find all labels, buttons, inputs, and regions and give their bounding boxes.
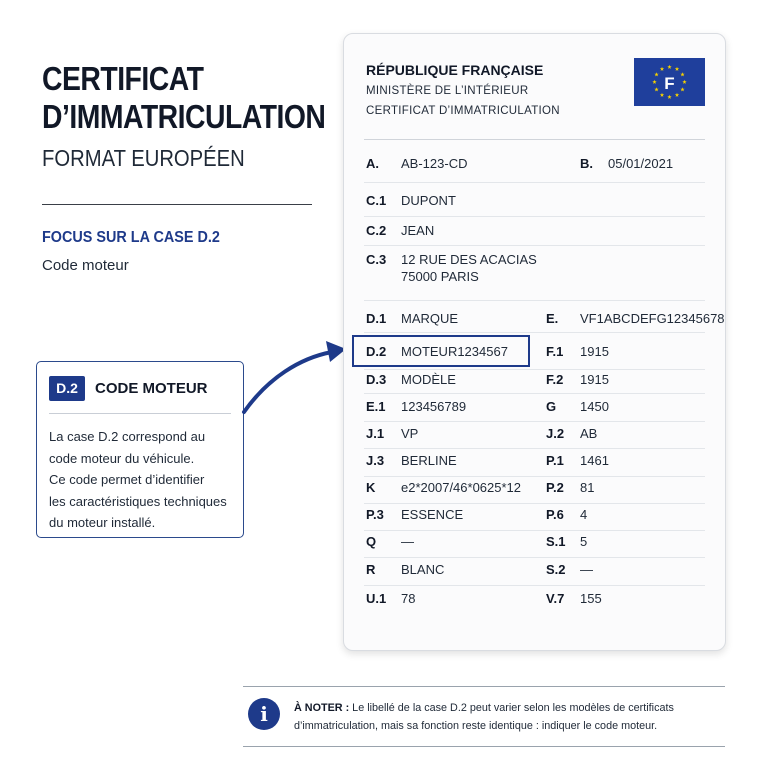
field-c3-label: C.3 xyxy=(366,252,387,267)
row-divider xyxy=(364,182,705,183)
field-b-value: 05/01/2021 xyxy=(608,156,674,171)
callout-line: du moteur installé. xyxy=(49,515,156,530)
note-body: Le libellé de la case D.2 peut varier selon les modèles de certificats d’immatriculation, mais sa fonction reste identique : indiquer le code moteur. xyxy=(294,702,674,732)
row-divider xyxy=(364,476,705,477)
field-k-value: e2*2007/46*0625*12 xyxy=(401,480,522,495)
subtitle: FORMAT EUROPÉEN xyxy=(42,145,245,171)
field-s1-value: 5 xyxy=(580,534,588,549)
field-j3-value: BERLINE xyxy=(401,453,457,468)
field-v7-value: 155 xyxy=(580,591,602,606)
row-divider xyxy=(364,530,705,531)
callout-body xyxy=(49,426,239,534)
field-c2-label: C.2 xyxy=(366,223,387,238)
callout-title: CODE MOTEUR xyxy=(95,380,208,397)
code-moteur-callout xyxy=(36,361,244,538)
row-divider xyxy=(364,557,705,558)
field-f1-label: F.1 xyxy=(546,344,564,359)
field-p3-label: P.3 xyxy=(366,507,384,522)
field-q-value: — xyxy=(401,534,414,549)
info-icon: i xyxy=(248,698,280,730)
row-divider xyxy=(364,421,705,422)
callout-line: Ce code permet d’identifier xyxy=(49,472,205,487)
callout-divider xyxy=(49,413,231,414)
field-a-value: AB-123-CD xyxy=(401,156,468,171)
card-republic-title: RÉPUBLIQUE FRANÇAISE xyxy=(366,62,544,78)
field-q-label: Q xyxy=(366,534,377,549)
flag-letter: F xyxy=(664,74,675,93)
callout-line: les caractéristiques techniques xyxy=(49,493,227,509)
field-d1-value: MARQUE xyxy=(401,311,459,326)
note-top-rule xyxy=(243,686,725,687)
field-j1-label: J.1 xyxy=(366,426,385,441)
card-header-divider xyxy=(364,139,705,140)
field-d2-label: D.2 xyxy=(366,344,387,359)
focus-title: FOCUS SUR LA CASE D.2 xyxy=(42,229,220,246)
field-c3-value-line-1: 12 RUE DES ACACIAS xyxy=(401,252,537,267)
main-title xyxy=(42,60,332,136)
field-c3-value-line-2: 75000 PARIS xyxy=(401,269,479,284)
field-u1-value: 78 xyxy=(401,591,416,606)
heading-divider xyxy=(42,204,312,205)
row-divider xyxy=(364,503,705,504)
field-r-value: BLANC xyxy=(401,562,445,577)
field-s2-label: S.2 xyxy=(546,562,566,577)
main-title-line-2: D’IMMATRICULATION xyxy=(42,98,326,135)
field-p1-label: P.1 xyxy=(546,453,564,468)
field-c1-value: DUPONT xyxy=(401,193,456,208)
field-d3-label: D.3 xyxy=(366,372,387,387)
note-label: À NOTER : xyxy=(294,702,350,714)
focus-text: Code moteur xyxy=(42,257,129,274)
field-e1-label: E.1 xyxy=(366,399,386,414)
field-j1-value: VP xyxy=(401,426,419,441)
field-b-label: B. xyxy=(580,156,593,171)
field-g-value: 1450 xyxy=(580,399,609,414)
field-r-label: R xyxy=(366,562,376,577)
field-j3-label: J.3 xyxy=(366,453,385,468)
callout-line: code moteur du véhicule. xyxy=(49,450,195,466)
field-f1-value: 1915 xyxy=(580,344,609,359)
callout-line: La case D.2 correspond au xyxy=(49,429,206,444)
callout-header xyxy=(49,376,208,401)
field-s2-value: — xyxy=(580,562,593,577)
field-c1-label: C.1 xyxy=(366,193,387,208)
field-p2-value: 81 xyxy=(580,480,595,495)
field-g-label: G xyxy=(546,399,557,414)
row-divider xyxy=(364,393,705,394)
row-divider xyxy=(364,300,705,301)
field-e-value: VF1ABCDEFG12345678 xyxy=(580,311,725,326)
field-d1-label: D.1 xyxy=(366,311,387,326)
row-divider xyxy=(364,216,705,217)
field-e-label: E. xyxy=(546,311,559,326)
note-text xyxy=(294,699,719,735)
card-ministry: MINISTÈRE DE L’INTÉRIEUR xyxy=(366,85,529,97)
callout-badge: D.2 xyxy=(49,376,85,401)
field-d2-value: MOTEUR1234567 xyxy=(401,344,508,359)
eu-flag-icon xyxy=(634,58,705,106)
field-e1-value: 123456789 xyxy=(401,399,467,414)
field-j2-label: J.2 xyxy=(546,426,565,441)
field-p2-label: P.2 xyxy=(546,480,564,495)
field-j2-value: AB xyxy=(580,426,598,441)
main-title-line-1: CERTIFICAT xyxy=(42,60,204,97)
registration-card xyxy=(343,33,726,651)
field-p6-label: P.6 xyxy=(546,507,564,522)
row-divider xyxy=(364,332,705,333)
field-u1-label: U.1 xyxy=(366,591,387,606)
row-divider xyxy=(364,448,705,449)
card-document-type: CERTIFICAT D’IMMATRICULATION xyxy=(366,105,560,117)
field-a-label: A. xyxy=(366,156,379,171)
row-divider xyxy=(364,585,705,586)
field-s1-label: S.1 xyxy=(546,534,566,549)
field-c2-value: JEAN xyxy=(401,223,435,238)
field-f2-value: 1915 xyxy=(580,372,609,387)
row-divider xyxy=(364,245,705,246)
field-p6-value: 4 xyxy=(580,507,588,522)
field-k-label: K xyxy=(366,480,376,495)
field-d3-value: MODÈLE xyxy=(401,372,456,387)
field-p1-value: 1461 xyxy=(580,453,609,468)
field-v7-label: V.7 xyxy=(546,591,565,606)
note-bottom-rule xyxy=(243,746,725,747)
row-divider xyxy=(364,369,705,370)
field-p3-value: ESSENCE xyxy=(401,507,464,522)
field-f2-label: F.2 xyxy=(546,372,564,387)
